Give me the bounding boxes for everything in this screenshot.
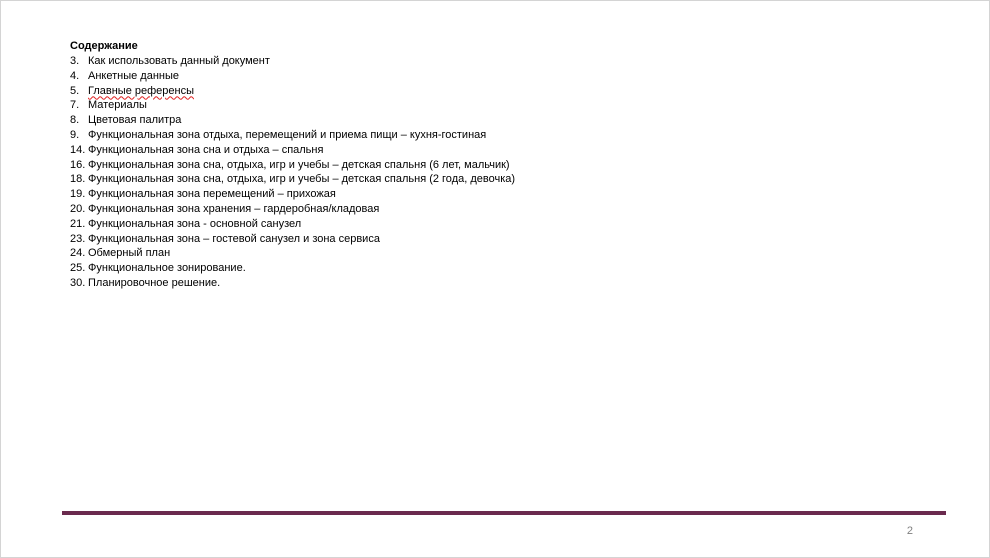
toc-item-number: 18. — [70, 173, 86, 186]
toc-item-text: Функциональная зона сна, отдыха, игр и учебы – детская спальня (2 года, девочка) — [88, 173, 516, 186]
toc-item-text: Функциональная зона отдыха, перемещений и приема пищи – кухня-гостиная — [88, 128, 487, 141]
table-of-contents — [70, 39, 950, 291]
page-number: 2 — [906, 525, 913, 537]
toc-item-text: Анкетные данные — [88, 69, 180, 82]
toc-item-number: 9. — [70, 128, 80, 141]
toc-item-number: 5. — [70, 84, 80, 97]
toc-item[interactable] — [70, 261, 950, 276]
toc-item[interactable] — [70, 217, 950, 232]
toc-item[interactable] — [70, 158, 950, 173]
toc-item[interactable] — [70, 98, 950, 113]
toc-item[interactable] — [70, 232, 950, 247]
toc-item-number: 30. — [70, 276, 86, 289]
toc-item-text: Функциональная зона хранения – гардеробная/кладовая — [88, 202, 380, 215]
toc-item-text: Главные референсы — [88, 84, 194, 97]
toc-item[interactable] — [70, 143, 950, 158]
footer-divider — [62, 511, 946, 515]
toc-item-number: 3. — [70, 55, 80, 67]
toc-item-text: Функциональная зона перемещений – прихожая — [88, 188, 336, 201]
toc-item-number: 8. — [70, 114, 80, 127]
toc-item[interactable] — [70, 54, 950, 69]
toc-item-number: 7. — [70, 99, 80, 112]
toc-item[interactable] — [70, 276, 950, 291]
toc-item-text: Обмерный план — [88, 247, 171, 260]
toc-item[interactable] — [70, 202, 950, 217]
toc-item-text: Цветовая палитра — [88, 114, 182, 127]
toc-item[interactable] — [70, 187, 950, 202]
toc-title: Содержание — [70, 40, 138, 52]
toc-item[interactable] — [70, 172, 950, 187]
toc-item-text: Материалы — [88, 99, 147, 112]
toc-item[interactable] — [70, 246, 950, 261]
toc-item-number: 21. — [70, 217, 86, 230]
toc-item-text: Планировочное решение. — [88, 276, 221, 289]
toc-item-number: 23. — [70, 232, 86, 245]
toc-item-number: 20. — [70, 202, 86, 215]
toc-list — [70, 54, 950, 291]
toc-item-text: Функциональная зона – гостевой санузел и зона сервиса — [88, 232, 380, 245]
toc-item[interactable] — [70, 84, 950, 99]
toc-item-text: Функциональная зона сна и отдыха – спальня — [88, 143, 324, 156]
toc-item[interactable] — [70, 113, 950, 128]
toc-item-text: Функциональная зона - основной санузел — [88, 217, 302, 230]
toc-item-number: 24. — [70, 247, 86, 260]
toc-item-text: Как использовать данный документ — [88, 55, 270, 67]
toc-item-number: 4. — [70, 69, 80, 82]
toc-item-number: 16. — [70, 158, 86, 171]
toc-item[interactable] — [70, 69, 950, 84]
toc-item-text: Функциональное зонирование. — [88, 262, 246, 275]
toc-item-number: 14. — [70, 143, 86, 156]
toc-item-text: Функциональная зона сна, отдыха, игр и учебы – детская спальня (6 лет, мальчик) — [88, 158, 510, 171]
toc-item-number: 25. — [70, 262, 86, 275]
toc-item-number: 19. — [70, 188, 86, 201]
toc-item[interactable] — [70, 128, 950, 143]
